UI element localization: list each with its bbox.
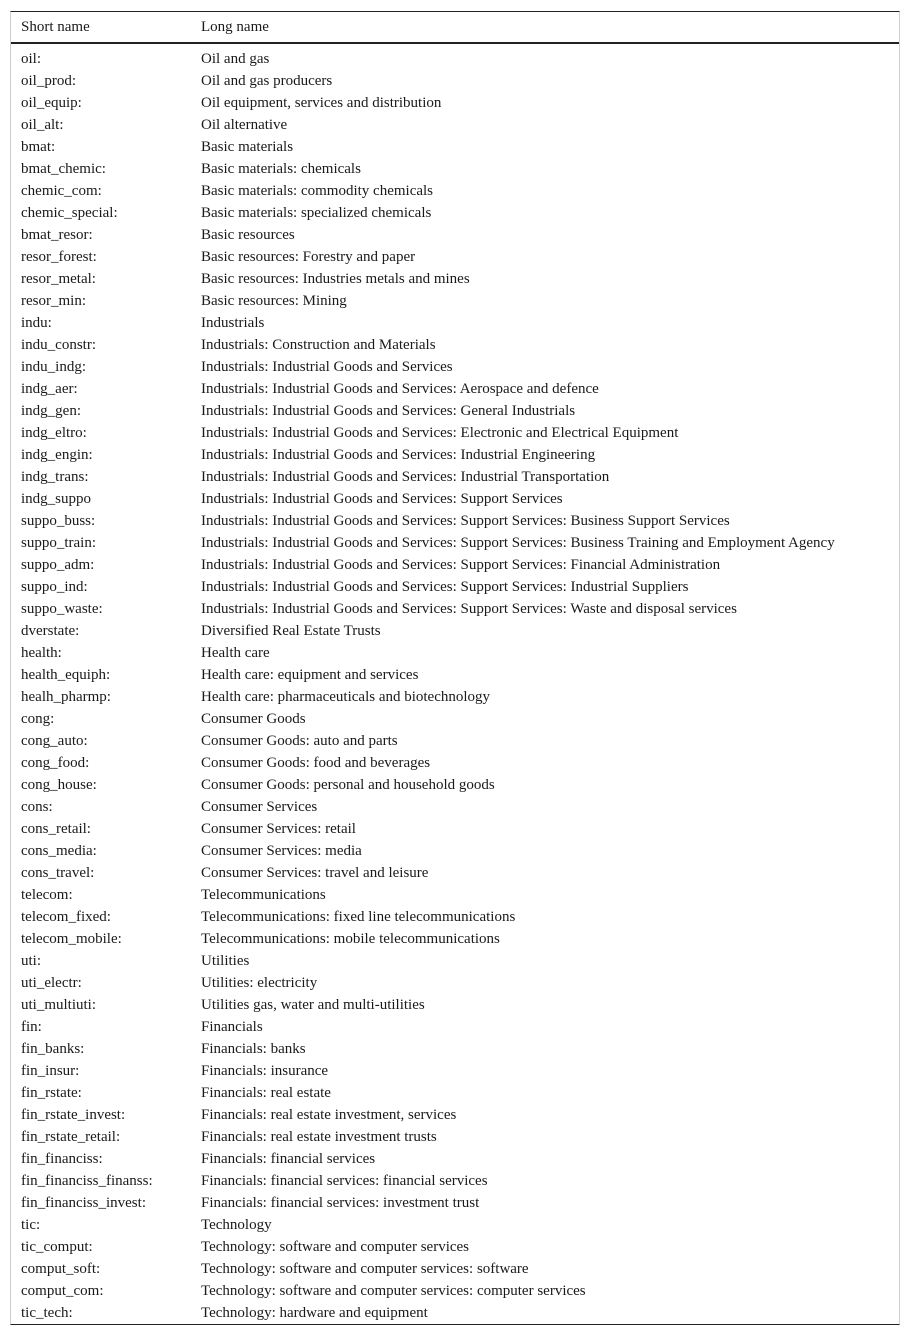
short-name-cell: indg_engin: [21,447,93,463]
short-name-cell: indu_indg: [21,359,87,375]
table-row [11,488,899,510]
long-name-cell: Industrials: Industrial Goods and Services: Electronic and Electrical Equipment [201,425,679,441]
short-name-cell: uti: [21,953,42,969]
table-row [11,312,899,334]
short-name-cell: fin_financiss_finanss: [21,1173,153,1189]
table-row [11,246,899,268]
short-name-cell: oil_alt: [21,117,64,133]
long-name-cell: Consumer Goods: personal and household goods [201,777,495,793]
long-name-cell: Basic materials: commodity chemicals [201,183,434,199]
long-name-cell: Industrials: Industrial Goods and Services [201,359,453,375]
short-name-cell: telecom_fixed: [21,909,111,925]
table-row [11,290,899,312]
table-row [11,1236,899,1258]
table-row [11,180,899,202]
table-row [11,818,899,840]
short-name-cell: cons_retail: [21,821,91,837]
table-row [11,268,899,290]
short-name-cell: bmat_chemic: [21,161,106,177]
long-name-cell: Consumer Goods: auto and parts [201,733,398,749]
long-name-cell: Technology [201,1217,272,1233]
table-row [11,1214,899,1236]
long-name-cell: Basic materials: chemicals [201,161,361,177]
table-row [11,686,899,708]
short-name-cell: fin_banks: [21,1041,85,1057]
table-row [11,840,899,862]
table-row [11,70,899,92]
table-row [11,598,899,620]
long-name-cell: Basic resources: Mining [201,293,347,309]
table-row [11,752,899,774]
long-name-cell: Utilities: electricity [201,975,318,991]
long-name-cell: Diversified Real Estate Trusts [201,623,381,639]
long-name-cell: Technology: hardware and equipment [201,1305,428,1321]
table-row [11,1192,899,1214]
table-row [11,378,899,400]
short-name-cell: tic_comput: [21,1239,93,1255]
long-name-cell: Financials: banks [201,1041,306,1057]
short-name-cell: suppo_buss: [21,513,96,529]
long-name-cell: Health care: equipment and services [201,667,419,683]
short-name-cell: cong_house: [21,777,97,793]
long-name-cell: Financials: financial services [201,1151,376,1167]
table-row [11,1016,899,1038]
short-name-cell: suppo_waste: [21,601,103,617]
long-name-cell: Industrials: Industrial Goods and Services: Support Services: Business Support Services [201,513,730,529]
short-name-cell: suppo_adm: [21,557,95,573]
long-name-cell: Industrials: Construction and Materials [201,337,436,353]
long-name-cell: Health care: pharmaceuticals and biotechnology [201,689,491,705]
short-name-cell: indg_trans: [21,469,89,485]
table-row [11,1038,899,1060]
long-name-cell: Utilities [201,953,250,969]
long-name-cell: Industrials: Industrial Goods and Services: Aerospace and defence [201,381,599,397]
short-name-cell: suppo_train: [21,535,96,551]
table-row [11,928,899,950]
short-name-cell: oil_equip: [21,95,82,111]
short-name-cell: resor_min: [21,293,86,309]
long-name-cell: Basic resources: Forestry and paper [201,249,416,265]
long-name-cell: Financials: insurance [201,1063,329,1079]
long-name-cell: Consumer Services: media [201,843,362,859]
table-row [11,906,899,928]
table-row [11,1258,899,1280]
short-name-cell: fin_rstate_invest: [21,1107,126,1123]
short-name-cell: telecom_mobile: [21,931,122,947]
long-name-cell: Oil and gas producers [201,73,333,89]
table-row [11,972,899,994]
table-row [11,576,899,598]
table-row [11,1280,899,1302]
long-name-cell: Financials: financial services: investment trust [201,1195,480,1211]
long-name-cell: Industrials: Industrial Goods and Services: General Industrials [201,403,576,419]
short-name-cell: comput_com: [21,1283,104,1299]
short-name-cell: suppo_ind: [21,579,88,595]
short-name-cell: fin_insur: [21,1063,80,1079]
short-name-cell: fin_financiss: [21,1151,103,1167]
short-name-cell: cong: [21,711,55,727]
table-row [11,1302,899,1324]
short-name-cell: indu_constr: [21,337,96,353]
table-row [11,510,899,532]
short-name-cell: comput_soft: [21,1261,101,1277]
short-name-cell: bmat_resor: [21,227,93,243]
short-name-cell: uti_electr: [21,975,82,991]
long-name-cell: Financials [201,1019,263,1035]
short-name-cell: oil: [21,51,42,67]
sector-names-table [11,12,899,1324]
long-name-cell: Consumer Services: retail [201,821,356,837]
table-row [11,158,899,180]
table-row [11,884,899,906]
long-name-cell: Utilities gas, water and multi-utilities [201,997,425,1013]
table-row [11,136,899,158]
long-name-cell: Technology: software and computer services: software [201,1261,529,1277]
table-row [11,466,899,488]
table-header [11,12,899,43]
table-row [11,1060,899,1082]
table-row [11,356,899,378]
short-name-cell: health: [21,645,62,661]
short-name-cell: cons: [21,799,53,815]
table-frame [10,11,900,1325]
long-name-cell: Industrials: Industrial Goods and Services: Support Services: Business Training and Employment Agency [201,535,835,551]
short-name-cell: fin_rstate_retail: [21,1129,121,1145]
long-name-cell: Basic materials [201,139,294,155]
short-name-cell: health_equiph: [21,667,111,683]
long-name-cell: Basic resources [201,227,295,243]
long-name-cell: Consumer Goods: food and beverages [201,755,431,771]
short-name-cell: telecom: [21,887,73,903]
short-name-cell: indg_suppo [21,491,92,507]
table-row [11,620,899,642]
long-name-cell: Oil and gas [201,51,270,67]
short-name-cell: bmat: [21,139,56,155]
short-name-cell: fin_financiss_invest: [21,1195,146,1211]
table-row [11,334,899,356]
table-body [11,43,899,1324]
table-row [11,994,899,1016]
long-name-cell: Industrials: Industrial Goods and Services: Support Services [201,491,563,507]
header-long-name: Long name [191,12,899,43]
short-name-cell: resor_forest: [21,249,97,265]
table-row [11,664,899,686]
long-name-cell: Telecommunications: fixed line telecommunications [201,909,516,925]
table-row [11,950,899,972]
short-name-cell: uti_multiuti: [21,997,97,1013]
table-row [11,708,899,730]
short-name-cell: healh_pharmp: [21,689,111,705]
long-name-cell: Industrials: Industrial Goods and Services: Support Services: Financial Administration [201,557,721,573]
short-name-cell: indu: [21,315,52,331]
table-row [11,422,899,444]
long-name-cell: Oil equipment, services and distribution [201,95,442,111]
table-row [11,224,899,246]
table-row [11,444,899,466]
table-row [11,92,899,114]
short-name-cell: indg_aer: [21,381,78,397]
short-name-cell: fin: [21,1019,42,1035]
long-name-cell: Industrials: Industrial Goods and Services: Industrial Transportation [201,469,610,485]
long-name-cell: Technology: software and computer services: computer services [201,1283,586,1299]
long-name-cell: Telecommunications [201,887,326,903]
long-name-cell: Industrials [201,315,265,331]
short-name-cell: resor_metal: [21,271,96,287]
short-name-cell: dverstate: [21,623,80,639]
table-row [11,532,899,554]
long-name-cell: Financials: real estate investment, services [201,1107,457,1123]
long-name-cell: Consumer Services [201,799,318,815]
header-row [11,12,899,43]
table-row [11,1104,899,1126]
table-row [11,1126,899,1148]
long-name-cell: Basic resources: Industries metals and mines [201,271,470,287]
table-row [11,554,899,576]
table-row [11,730,899,752]
short-name-cell: cong_auto: [21,733,88,749]
table-row [11,1148,899,1170]
long-name-cell: Consumer Services: travel and leisure [201,865,429,881]
long-name-cell: Industrials: Industrial Goods and Services: Support Services: Industrial Suppliers [201,579,689,595]
short-name-cell: fin_rstate: [21,1085,82,1101]
long-name-cell: Financials: real estate [201,1085,331,1101]
table-row [11,400,899,422]
short-name-cell: tic: [21,1217,41,1233]
short-name-cell: indg_eltro: [21,425,87,441]
header-short-name: Short name [11,12,191,43]
table-row [11,796,899,818]
long-name-cell: Financials: financial services: financial services [201,1173,488,1189]
short-name-cell: chemic_special: [21,205,118,221]
short-name-cell: tic_tech: [21,1305,73,1321]
table-row [11,202,899,224]
short-name-cell: oil_prod: [21,73,76,89]
short-name-cell: cons_travel: [21,865,95,881]
table-row [11,1170,899,1192]
long-name-cell: Basic materials: specialized chemicals [201,205,432,221]
short-name-cell: cong_food: [21,755,90,771]
table-row [11,642,899,664]
long-name-cell: Consumer Goods [201,711,306,727]
table-row [11,774,899,796]
short-name-cell: chemic_com: [21,183,102,199]
table-row [11,1082,899,1104]
long-name-cell: Industrials: Industrial Goods and Services: Industrial Engineering [201,447,596,463]
long-name-cell: Industrials: Industrial Goods and Services: Support Services: Waste and disposal services [201,601,737,617]
long-name-cell: Financials: real estate investment trusts [201,1129,437,1145]
long-name-cell: Telecommunications: mobile telecommunications [201,931,500,947]
long-name-cell: Technology: software and computer services [201,1239,470,1255]
long-name-cell: Oil alternative [201,117,288,133]
long-name-cell: Health care [201,645,270,661]
table-row [11,114,899,136]
table-row [11,862,899,884]
short-name-cell: indg_gen: [21,403,81,419]
table-row [11,43,899,70]
short-name-cell: cons_media: [21,843,97,859]
